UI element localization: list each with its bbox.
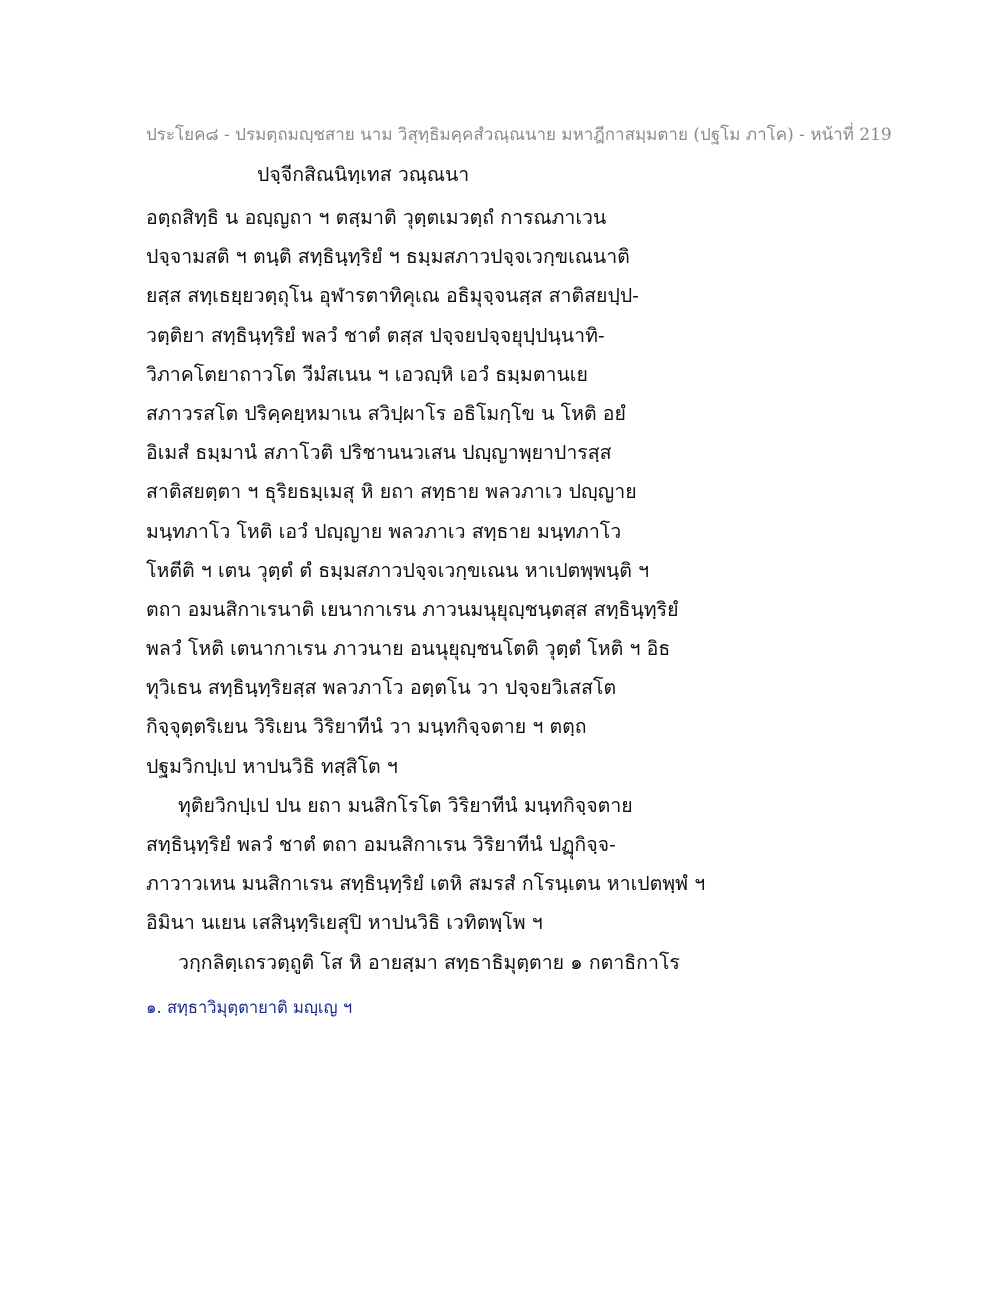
text-line: มนฺทภาโว โหติ เอวํ ปญฺญาย พลวภาเว สทฺธาย มนฺทภาโว bbox=[146, 519, 622, 543]
text-line: ตถา อมนสิกาเรนาติ เยนากาเรน ภาวนมนุยุญฺชนฺตสฺส สทฺธินฺทฺริยํ bbox=[146, 597, 679, 621]
text-line: ทุวิเธน สทฺธินฺทฺริยสฺส พลวภาโว อตฺตโน วา ปจฺจยวิเสสโต bbox=[146, 676, 617, 700]
text-line: วิภาคโตยาถาวโต วีมํสเนน ฯ เอวญฺหิ เอวํ ธมฺมตานเย bbox=[146, 362, 588, 386]
text-line: ยสฺส สทฺเธยฺยวตฺถุโน อุฬารตาทิคุเณ อธิมุจฺจนสฺส สาติสยปฺป- bbox=[146, 284, 639, 308]
text-line: ภาวาวเหน มนสิกาเรน สทฺธินฺทฺริยํ เตหิ สมรสํ กโรนฺเตน หาเปตพฺพํ ฯ bbox=[146, 872, 706, 896]
text-line: พลวํ โหติ เตนากาเรน ภาวนาย อนนุยุญฺชนโตติ วุตฺตํ โหติ ฯ อิธ bbox=[146, 637, 671, 661]
text-line: วตฺติยา สทฺธินฺทฺริยํ พลวํ ชาตํ ตสฺส ปจฺจยปจฺจยุปฺปนฺนาทิ- bbox=[146, 323, 605, 347]
section-title: ปจฺจีกสิณนิทฺเทส วณฺณนา bbox=[257, 163, 470, 186]
footnote: ๑. สทฺธาวิมุตฺตายาติ มญฺเญ ฯ bbox=[146, 998, 353, 1017]
text-line: ปฐมวิกปฺเป หาปนวิธิ ทสฺสิโต ฯ bbox=[146, 754, 398, 778]
text-line: กิจฺจุตฺตริเยน วิริเยน วิริยาทีนํ วา มนฺทกิจฺจตาย ฯ ตตฺถ bbox=[146, 715, 587, 739]
text-line: สทฺธินฺทฺริยํ พลวํ ชาตํ ตถา อมนสิกาเรน วิริยาทีนํ ปฏุกิจฺจ- bbox=[146, 833, 616, 856]
text-line: โหตีติ ฯ เตน วุตฺตํ ตํ ธมฺมสภาวปจฺจเวกฺขเณน หาเปตพฺพนฺติ ฯ bbox=[146, 558, 650, 582]
text-line-indented: วกฺกลิตฺเถรวตฺถูติ โส หิ อายสฺมา สทฺธาธิมุตฺตาย ๑ กตาธิกาโร bbox=[178, 950, 680, 974]
body-text bbox=[146, 198, 866, 982]
text-line-indented: ทุติยวิกปฺเป ปน ยถา มนสิกโรโต วิริยาทีนํ มนฺทกิจฺจตาย bbox=[178, 793, 633, 817]
text-line: อตฺถสิทฺธิ น อญฺญถา ฯ ตสฺมาติ วุตฺตเมวตฺถํ การณภาเวน bbox=[146, 206, 607, 229]
text-line: ปจฺจามสติ ฯ ตนฺติ สทฺธินฺทฺริยํ ฯ ธมฺมสภาวปจฺจเวกฺขเณนาติ bbox=[146, 245, 630, 269]
page-header: ประโยค๘ - ปรมตฺถมญฺชสาย นาม วิสุทฺธิมคฺคสํวณฺณนาย มหาฎีกาสมฺมตาย (ปฐโม ภาโค) - หน้าที่ 219 bbox=[146, 125, 892, 145]
text-line: สาติสยตฺตา ฯ ธุริยธมฺเมสุ หิ ยถา สทฺธาย พลวภาเว ปญฺญาย bbox=[146, 480, 637, 504]
text-line: อิเมสํ ธมฺมานํ สภาโวติ ปริชานนวเสน ปญฺญาพฺยาปารสฺส bbox=[146, 441, 612, 465]
text-line: อิมินา นเยน เสสินฺทฺริเยสุปิ หาปนวิธิ เวทิตพฺโพ ฯ bbox=[146, 911, 543, 935]
text-line: สภาวรสโต ปริคฺคยฺหมาเน สวิปฺผาโร อธิโมกฺโข น โหติ อยํ bbox=[146, 401, 626, 425]
